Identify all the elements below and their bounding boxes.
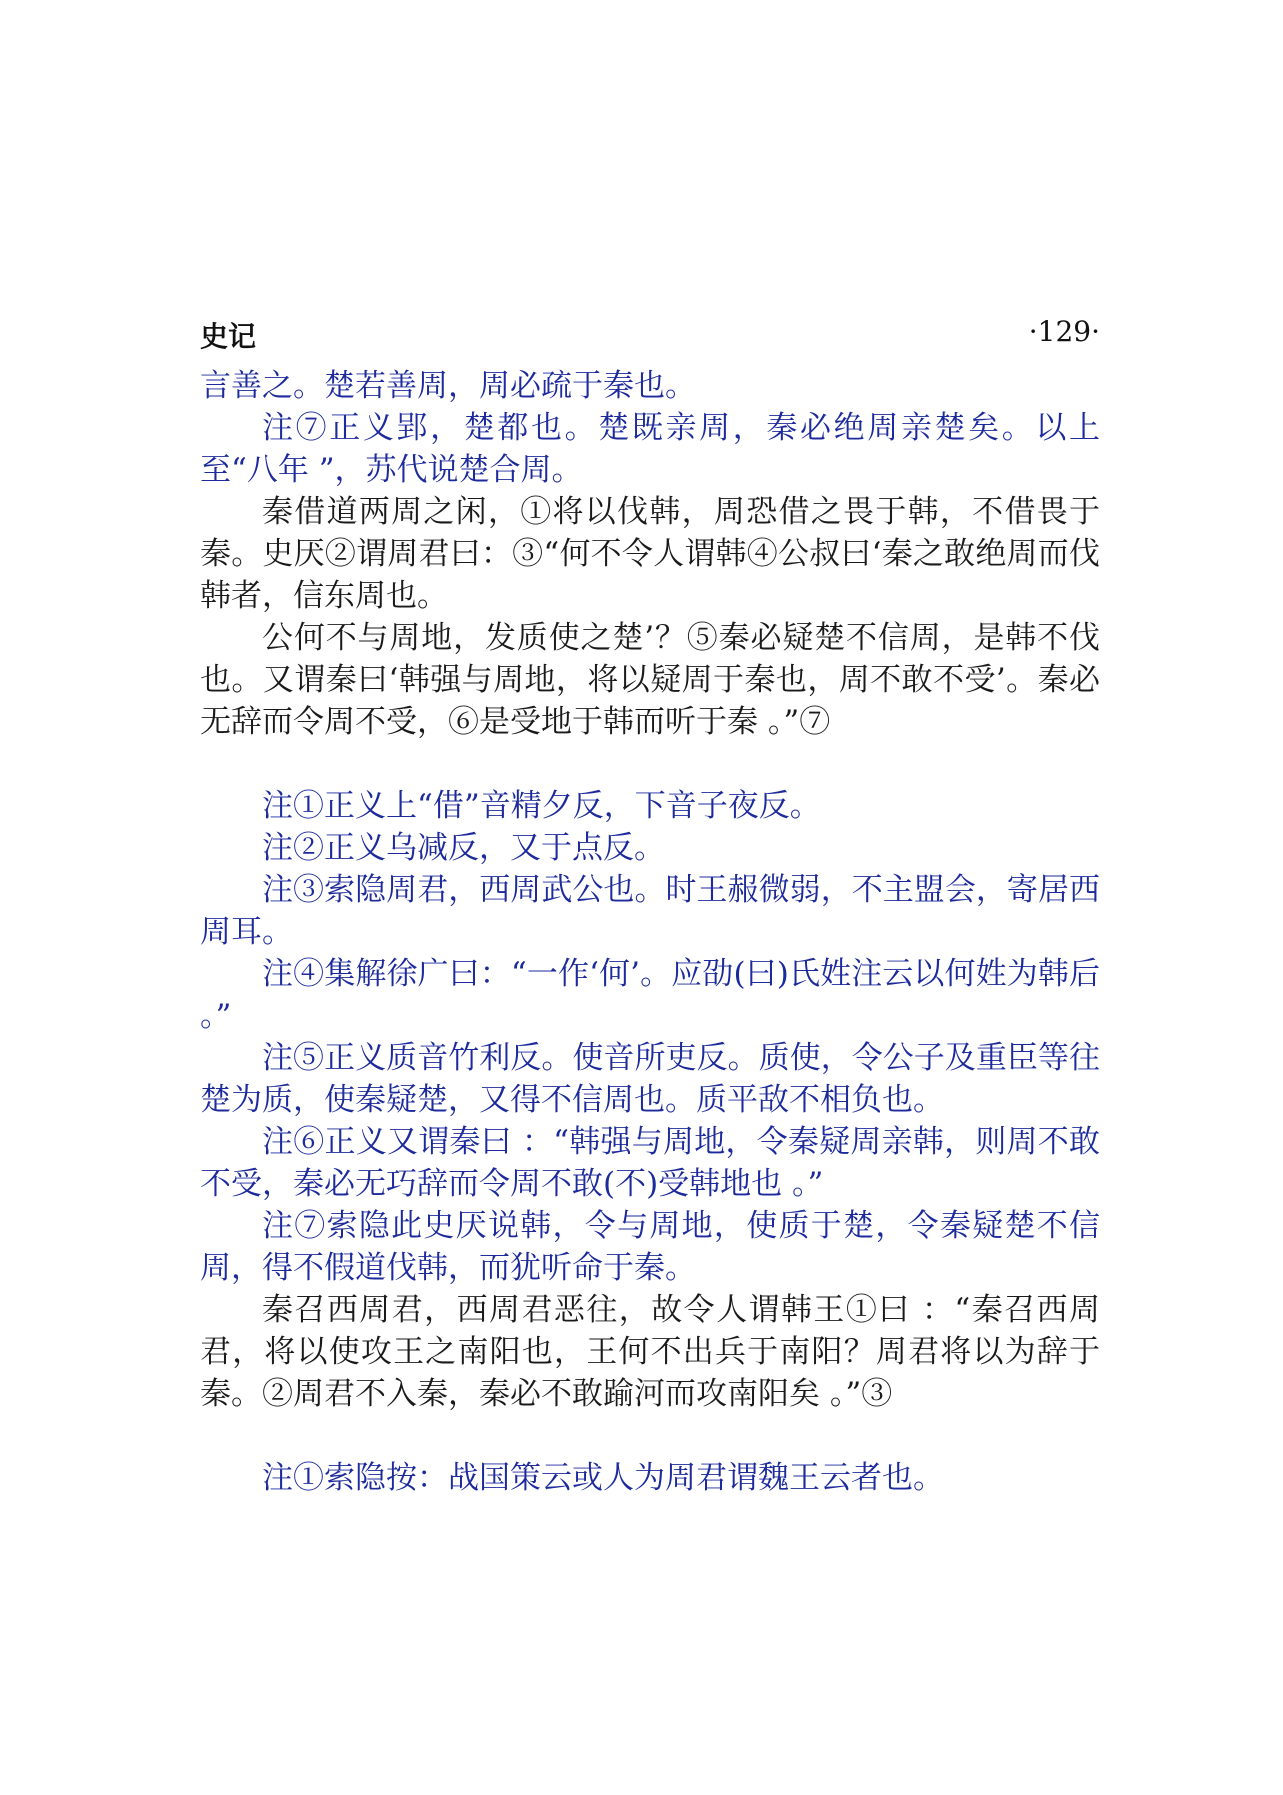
annotation-paragraph: 注⑦索隐此史厌说韩，令与周地，使质于楚，令秦疑楚不信周，得不假道伐韩，而犹听命于秦。 <box>200 1208 1100 1286</box>
annotation-paragraph: 注①正义上“借”音精夕反，下音子夜反。 <box>262 788 821 824</box>
annotation-paragraph: 注⑤正义质音竹利反。使音所吏反。质使，令公子及重臣等往楚为质，使秦疑楚，又得不信周也。质平敌不相负也。 <box>200 1040 1100 1118</box>
paragraph-spacer <box>200 743 1100 785</box>
page-header <box>200 305 1100 365</box>
annotation-paragraph: 言善之。楚若善周，周必疏于秦也。 <box>200 368 696 404</box>
main-text-paragraph: 公何不与周地，发质使之楚’？⑤秦必疑楚不信周，是韩不伐也。又谓秦曰‘韩强与周地，将以疑周于秦也，周不敢不受’。秦必无辞而令周不受，⑥是受地于韩而听于秦 。”⑦ <box>200 620 1100 740</box>
running-title: 史记 <box>200 320 257 353</box>
annotation-paragraph: 注①索隐按：战国策云或人为周君谓魏王云者也。 <box>262 1460 944 1496</box>
annotation-paragraph: 注③索隐周君，西周武公也。时王赧微弱，不主盟会，寄居西周耳。 <box>200 872 1100 950</box>
body-text <box>200 365 1100 1499</box>
annotation-paragraph: 注⑥正义又谓秦曰 ：“韩强与周地，令秦疑周亲韩，则周不敢不受，秦必无巧辞而令周不敢(不)受韩地也 。” <box>200 1124 1100 1202</box>
main-text-paragraph: 秦借道两周之闲，①将以伐韩，周恐借之畏于韩，不借畏于秦。史厌②谓周君曰：③“何不令人谓韩④公叔曰‘秦之敢绝周而伐韩者，信东周也。 <box>200 494 1100 614</box>
document-page <box>200 305 1100 1499</box>
paragraph-spacer <box>200 1415 1100 1457</box>
page-number: ·129· <box>1028 315 1100 348</box>
annotation-paragraph: 注④集解徐广曰：“一作‘何’。应劭(曰)氏姓注云以何姓为韩后 。” <box>200 956 1100 1034</box>
annotation-paragraph: 注②正义乌减反，又于点反。 <box>262 830 665 866</box>
main-text-paragraph: 秦召西周君，西周君恶往，故令人谓韩王①曰 ：“秦召西周君，将以使攻王之南阳也，王何不出兵于南阳？周君将以为辞于秦。②周君不入秦，秦必不敢踰河而攻南阳矣 。”③ <box>200 1292 1100 1412</box>
annotation-paragraph: 注⑦正义郢，楚都也。楚既亲周，秦必绝周亲楚矣。以上至“八年 ”，苏代说楚合周。 <box>200 410 1100 488</box>
